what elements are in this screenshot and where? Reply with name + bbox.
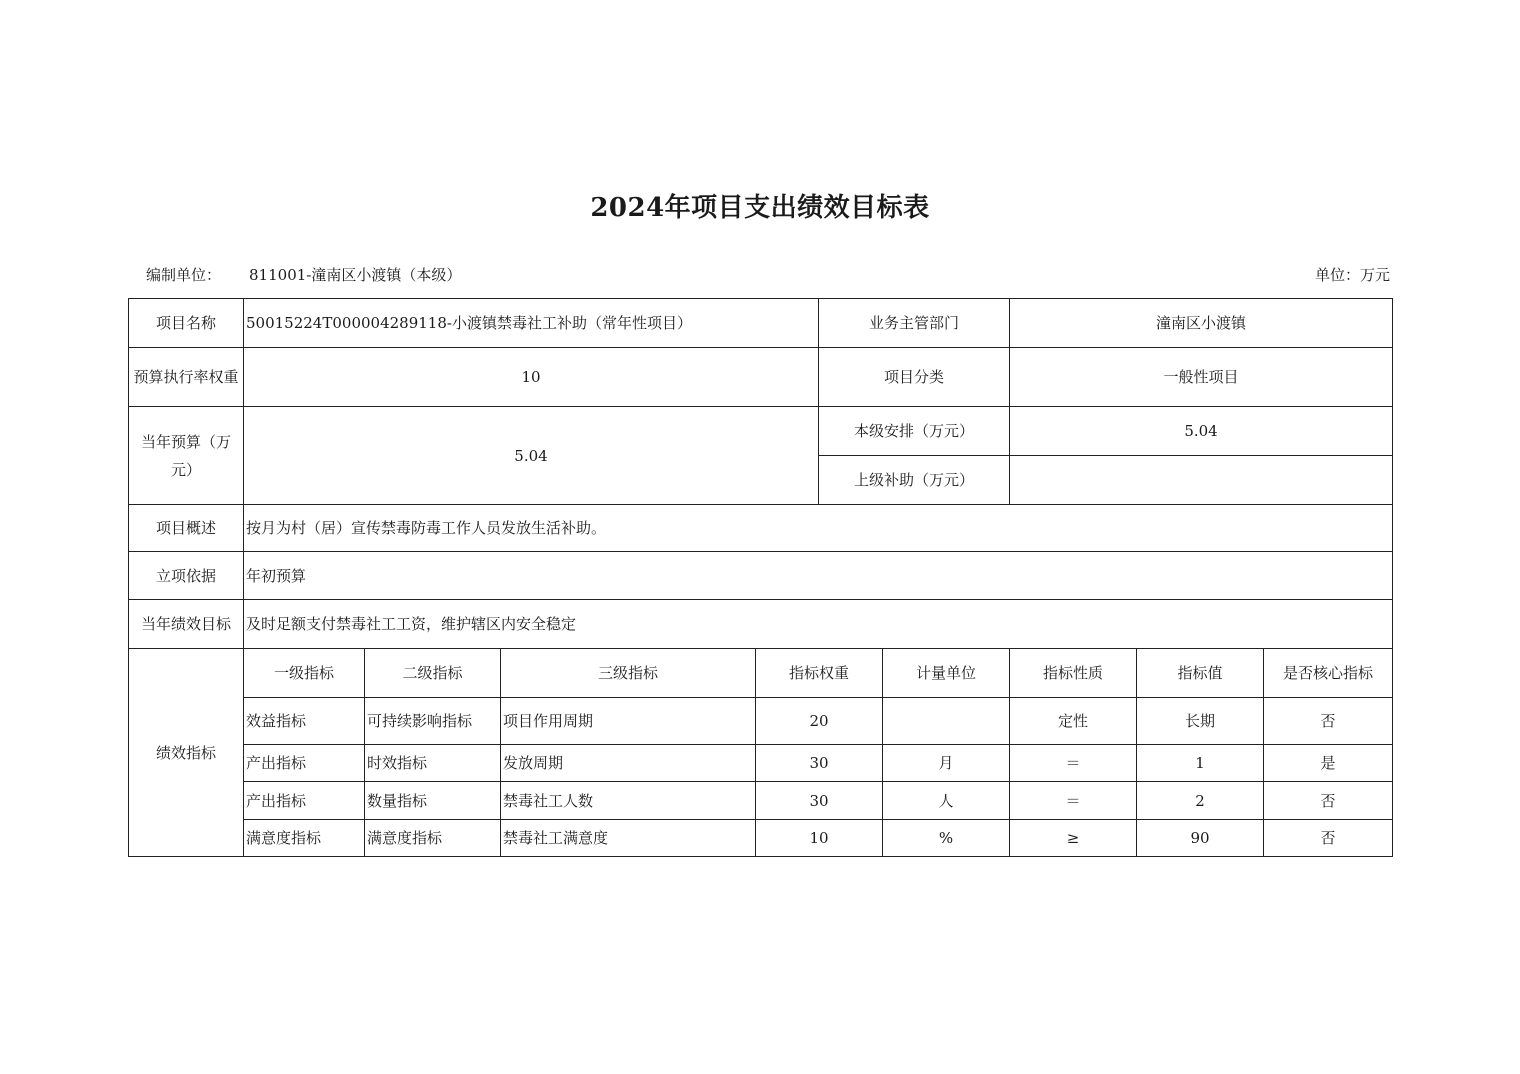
header-weight: 指标权重 (756, 649, 883, 698)
indicator-row (129, 782, 1393, 820)
indicator-weight: 20 (756, 698, 883, 745)
local-label: 本级安排（万元） (819, 407, 1010, 456)
indicator-nature: ＝ (1010, 782, 1137, 820)
header-level1: 一级指标 (244, 649, 365, 698)
goal-label: 当年绩效目标 (129, 600, 244, 649)
indicator-weight: 30 (756, 745, 883, 782)
row-overview (129, 505, 1393, 552)
performance-table (128, 298, 1393, 857)
indicator-nature: 定性 (1010, 698, 1137, 745)
indicator-unit (883, 698, 1010, 745)
indicator-nature: ≥ (1010, 820, 1137, 857)
weight-value: 10 (244, 348, 819, 407)
indicator-row (129, 745, 1393, 782)
compiler-line (146, 264, 461, 286)
indicator-level3: 禁毒社工人数 (501, 782, 756, 820)
header-unit: 计量单位 (883, 649, 1010, 698)
budget-value: 5.04 (244, 407, 819, 505)
indicator-nature: ＝ (1010, 745, 1137, 782)
indicator-value: 1 (1137, 745, 1264, 782)
row-goal (129, 600, 1393, 649)
indicator-core: 否 (1264, 698, 1393, 745)
indicator-unit: % (883, 820, 1010, 857)
indicator-level1: 产出指标 (244, 782, 365, 820)
project-name-value: 50015224T000004289118-小渡镇禁毒社工补助（常年性项目） (244, 299, 819, 348)
indicator-weight: 10 (756, 820, 883, 857)
indicator-level1: 满意度指标 (244, 820, 365, 857)
indicator-unit: 月 (883, 745, 1010, 782)
indicator-level2: 时效指标 (365, 745, 501, 782)
project-name-label: 项目名称 (129, 299, 244, 348)
page-title: 2024年项目支出绩效目标表 (590, 193, 930, 223)
indicator-level3: 发放周期 (501, 745, 756, 782)
indicator-core: 否 (1264, 782, 1393, 820)
dept-value: 潼南区小渡镇 (1010, 299, 1393, 348)
row-weight (129, 348, 1393, 407)
indicator-unit: 人 (883, 782, 1010, 820)
indicator-weight: 30 (756, 782, 883, 820)
indicator-level2: 满意度指标 (365, 820, 501, 857)
row-budget-local (129, 407, 1393, 456)
indicator-value: 长期 (1137, 698, 1264, 745)
overview-value: 按月为村（居）宣传禁毒防毒工作人员发放生活补助。 (244, 505, 1393, 552)
header-value: 指标值 (1137, 649, 1264, 698)
indicator-value: 2 (1137, 782, 1264, 820)
upper-value (1010, 456, 1393, 505)
indicators-section-label: 绩效指标 (129, 649, 244, 857)
indicator-value: 90 (1137, 820, 1264, 857)
unit-label: 单位：万元 (1314, 266, 1390, 284)
overview-label: 项目概述 (129, 505, 244, 552)
local-value: 5.04 (1010, 407, 1393, 456)
indicator-level2: 数量指标 (365, 782, 501, 820)
indicator-level1: 效益指标 (244, 698, 365, 745)
basis-label: 立项依据 (129, 552, 244, 600)
indicator-row (129, 698, 1393, 745)
basis-value: 年初预算 (244, 552, 1393, 600)
indicator-header-row (129, 649, 1393, 698)
indicator-level1: 产出指标 (244, 745, 365, 782)
category-label: 项目分类 (819, 348, 1010, 407)
budget-label: 当年预算（万元） (129, 407, 244, 505)
dept-label: 业务主管部门 (819, 299, 1010, 348)
indicator-level2: 可持续影响指标 (365, 698, 501, 745)
indicator-core: 否 (1264, 820, 1393, 857)
upper-label: 上级补助（万元） (819, 456, 1010, 505)
header-level2: 二级指标 (365, 649, 501, 698)
header-nature: 指标性质 (1010, 649, 1137, 698)
header-core: 是否核心指标 (1264, 649, 1393, 698)
header-level3: 三级指标 (501, 649, 756, 698)
compiler-label: 编制单位： (146, 266, 222, 284)
row-project-name (129, 299, 1393, 348)
indicator-level3: 项目作用周期 (501, 698, 756, 745)
goal-value: 及时足额支付禁毒社工工资，维护辖区内安全稳定 (244, 600, 1393, 649)
compiler-value: 811001-潼南区小渡镇（本级） (249, 266, 462, 284)
row-basis (129, 552, 1393, 600)
category-value: 一般性项目 (1010, 348, 1393, 407)
indicator-level3: 禁毒社工满意度 (501, 820, 756, 857)
weight-label: 预算执行率权重 (129, 348, 244, 407)
indicator-row (129, 820, 1393, 857)
indicator-core: 是 (1264, 745, 1393, 782)
